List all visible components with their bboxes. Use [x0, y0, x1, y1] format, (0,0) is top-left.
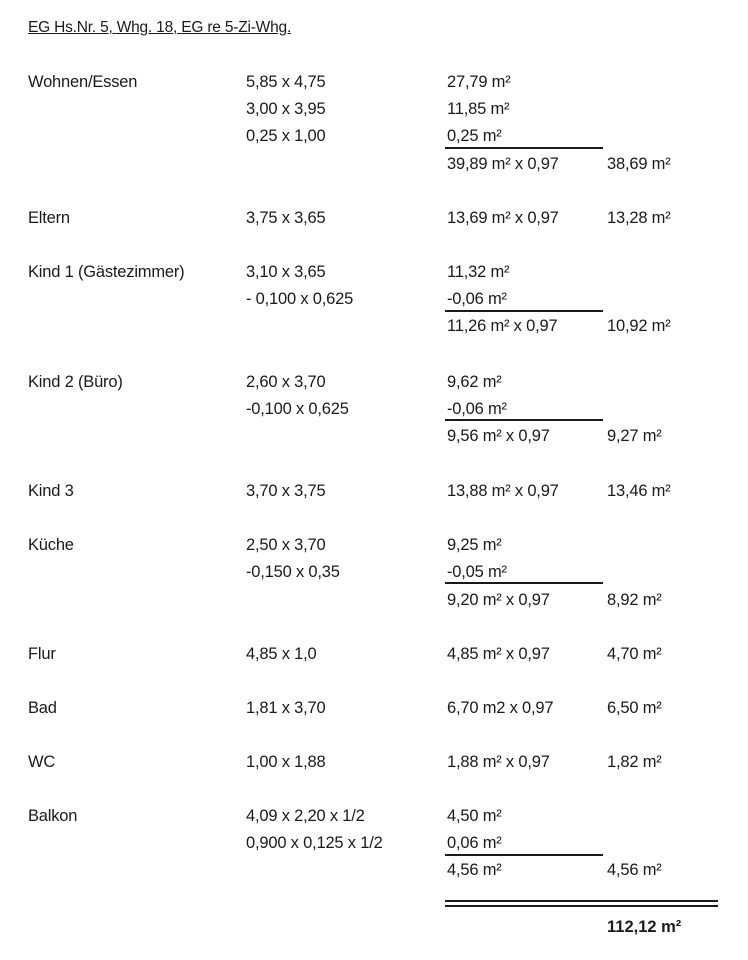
room-dimension: 3,70 x 3,75 [246, 482, 326, 500]
area-calculation: 39,89 m² x 0,97 [447, 155, 559, 173]
room-name: Kind 2 (Büro) [28, 373, 123, 391]
room-dimension: 5,85 x 4,75 [246, 73, 326, 91]
partial-area: 0,25 m² [447, 127, 502, 145]
room-name: Eltern [28, 209, 70, 227]
area-calculation: 13,69 m² x 0,97 [447, 209, 559, 227]
room-name: Küche [28, 536, 74, 554]
room-dimension: 4,85 x 1,0 [246, 645, 317, 663]
partial-area: 9,62 m² [447, 373, 502, 391]
room-name: Balkon [28, 807, 78, 825]
room-dimension: 3,75 x 3,65 [246, 209, 326, 227]
room-name: Flur [28, 645, 56, 663]
partial-area: -0,05 m² [447, 563, 507, 581]
partial-area: 9,25 m² [447, 536, 502, 554]
area-calculation: 9,20 m² x 0,97 [447, 591, 550, 609]
area-calculation: 1,88 m² x 0,97 [447, 753, 550, 771]
room-area-result: 1,82 m² [607, 753, 662, 771]
room-dimension: 2,60 x 3,70 [246, 373, 326, 391]
room-dimension: -0,100 x 0,625 [246, 400, 349, 418]
document-title: EG Hs.Nr. 5, Whg. 18, EG re 5-Zi-Whg. [28, 19, 292, 36]
area-calculation: 4,85 m² x 0,97 [447, 645, 550, 663]
room-dimension: 3,10 x 3,65 [246, 263, 326, 281]
room-dimension: 0,900 x 0,125 x 1/2 [246, 834, 383, 852]
sum-rule [445, 854, 603, 856]
sum-rule [445, 582, 603, 584]
room-area-result: 8,92 m² [607, 591, 662, 609]
room-area-result: 13,46 m² [607, 482, 671, 500]
partial-area: -0,06 m² [447, 290, 507, 308]
sum-rule [445, 419, 603, 421]
room-dimension: -0,150 x 0,35 [246, 563, 340, 581]
sum-rule [445, 310, 603, 312]
room-name: Wohnen/Essen [28, 73, 138, 91]
total-double-rule [445, 900, 718, 907]
room-area-result: 4,56 m² [607, 861, 662, 879]
room-name: Kind 1 (Gästezimmer) [28, 263, 185, 281]
room-dimension: 1,00 x 1,88 [246, 753, 326, 771]
partial-area: 11,85 m² [447, 100, 510, 118]
partial-area: -0,06 m² [447, 400, 507, 418]
room-dimension: 2,50 x 3,70 [246, 536, 326, 554]
room-area-result: 4,70 m² [607, 645, 662, 663]
room-area-result: 6,50 m² [607, 699, 662, 717]
partial-area: 4,50 m² [447, 807, 502, 825]
room-area-result: 10,92 m² [607, 317, 671, 335]
room-dimension: 1,81 x 3,70 [246, 699, 326, 717]
room-dimension: 3,00 x 3,95 [246, 100, 326, 118]
area-calculation: 9,56 m² x 0,97 [447, 427, 550, 445]
area-calculation: 13,88 m² x 0,97 [447, 482, 559, 500]
room-area-result: 9,27 m² [607, 427, 662, 445]
area-calculation: 4,56 m² [447, 861, 502, 879]
total-area: 112,12 m² [607, 918, 682, 936]
sum-rule [445, 147, 603, 149]
area-calculation: 6,70 m2 x 0,97 [447, 699, 554, 717]
partial-area: 11,32 m² [447, 263, 510, 281]
room-dimension: 0,25 x 1,00 [246, 127, 326, 145]
room-dimension: - 0,100 x 0,625 [246, 290, 354, 308]
room-name: Bad [28, 699, 57, 717]
room-name: Kind 3 [28, 482, 74, 500]
partial-area: 0,06 m² [447, 834, 502, 852]
room-dimension: 4,09 x 2,20 x 1/2 [246, 807, 365, 825]
room-area-result: 38,69 m² [607, 155, 671, 173]
room-name: WC [28, 753, 56, 771]
partial-area: 27,79 m² [447, 73, 511, 91]
area-calculation: 11,26 m² x 0,97 [447, 317, 558, 335]
room-area-result: 13,28 m² [607, 209, 671, 227]
